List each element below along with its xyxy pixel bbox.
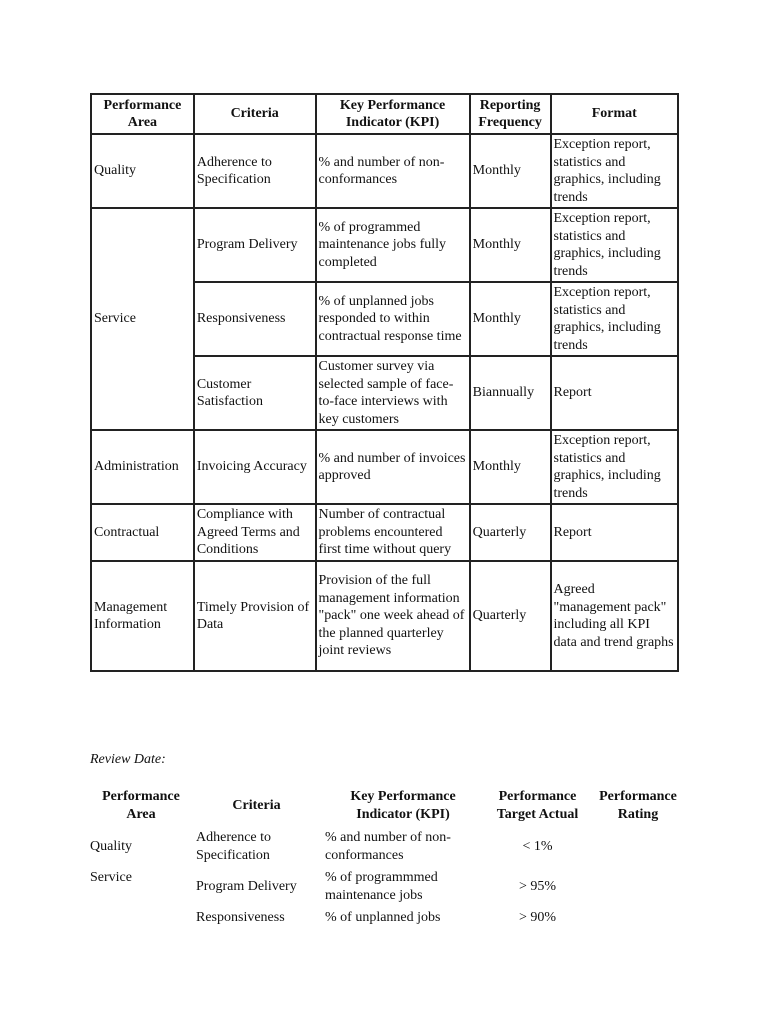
criteria-cell: Adherence to Specification [194,134,316,208]
area-cell: Administration [91,430,194,504]
table-row [91,430,678,504]
kpi-cell: % and number of invoices approved [316,430,470,504]
review-rating-cell [588,908,688,930]
format-cell: Exception report, statistics and graphics, including trends [551,282,679,356]
kpi-cell: Customer survey via selected sample of face-to-face interviews with key customers [316,356,470,430]
review-target-cell: > 90% [518,910,557,925]
review-target-cell: < 1% [522,839,553,854]
criteria-cell: Timely Provision of Data [194,561,316,671]
criteria-cell: Compliance with Agreed Terms and Conditions [194,504,316,561]
review-header-row [88,786,688,828]
review-row [88,868,688,908]
criteria-cell: Invoicing Accuracy [194,430,316,504]
header-kpi: Key Performance Indicator (KPI) [316,94,470,134]
criteria-cell: Customer Satisfaction [194,356,316,430]
review-area-cell: Quality [90,839,132,854]
review-row [88,908,688,930]
review-header-criteria: Criteria [232,798,281,813]
header-criteria: Criteria [194,94,316,134]
kpi-cell: Provision of the full management information "pack" one week ahead of the planned quarterley joint reviews [316,561,470,671]
table-row [91,208,678,282]
review-row [88,828,688,868]
review-area-cell [88,908,194,930]
review-criteria-cell: Responsiveness [196,910,285,925]
area-cell: Contractual [91,504,194,561]
review-kpi-cell: % and number of non-conformances [325,830,451,863]
area-cell: Management Information [91,561,194,671]
review-header-performance-area: Performance Area [102,789,180,822]
kpi-cell: % of unplanned jobs responded to within contractual response time [316,282,470,356]
frequency-cell: Biannually [470,356,551,430]
format-cell: Exception report, statistics and graphics, including trends [551,134,679,208]
table-row [91,134,678,208]
review-table [88,786,688,930]
header-performance-area: Performance Area [91,94,194,134]
review-kpi-cell: % of unplanned jobs [325,910,441,925]
format-cell: Exception report, statistics and graphics, including trends [551,430,679,504]
header-format: Format [551,94,679,134]
table-row [91,504,678,561]
review-kpi-cell: % of programmmed maintenance jobs [325,870,438,903]
review-criteria-cell: Program Delivery [196,879,297,894]
review-header-target-actual: Target Actual [496,807,579,822]
format-cell: Report [551,504,679,561]
review-header-performance-rating: Performance Rating [599,789,677,822]
frequency-cell: Monthly [470,430,551,504]
format-cell: Report [551,356,679,430]
frequency-cell: Monthly [470,282,551,356]
format-cell: Exception report, statistics and graphics, including trends [551,208,679,282]
kpi-cell: Number of contractual problems encountered first time without query [316,504,470,561]
review-header-performance-target [487,786,588,828]
review-rating-cell [588,828,688,868]
frequency-cell: Monthly [470,208,551,282]
review-header-kpi: Key Performance Indicator (KPI) [350,789,456,822]
kpi-cell: % of programmed maintenance jobs fully completed [316,208,470,282]
review-header-target-top: Performance [498,789,577,804]
review-date-label: Review Date: [90,752,166,767]
table-row [91,561,678,671]
frequency-cell: Quarterly [470,504,551,561]
format-cell: Agreed "management pack" including all KPI data and trend graphs [551,561,679,671]
kpi-cell: % and number of non-conformances [316,134,470,208]
kpi-table [90,93,679,672]
review-target-cell: > 95% [518,879,557,894]
criteria-cell: Responsiveness [194,282,316,356]
area-cell: Quality [91,134,194,208]
review-rating-cell [588,868,688,908]
area-cell: Service [91,208,194,430]
criteria-cell: Program Delivery [194,208,316,282]
kpi-header-row [91,94,678,134]
header-reporting-frequency: Reporting Frequency [470,94,551,134]
frequency-cell: Monthly [470,134,551,208]
review-criteria-cell: Adherence to Specification [196,830,272,863]
frequency-cell: Quarterly [470,561,551,671]
review-area-cell: Service [90,870,132,885]
